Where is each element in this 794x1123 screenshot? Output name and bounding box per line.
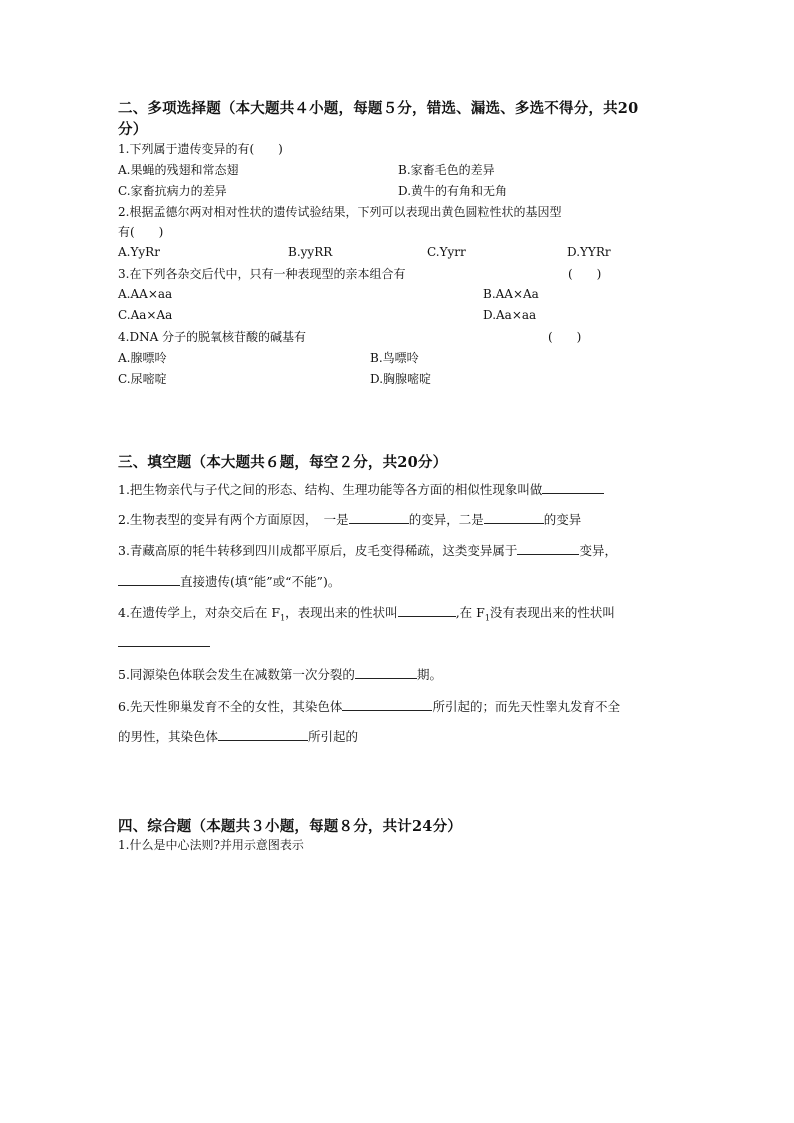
s3-q3-line1 xyxy=(118,541,617,559)
s2-q2-stem-line2: 有( ) xyxy=(118,225,164,239)
s3-q4-sub-1: 1 xyxy=(280,613,286,623)
s3-q6-text-4: 所引起的 xyxy=(308,729,359,744)
s3-q2-text-2: 的变异，二是 xyxy=(408,512,484,527)
answer-blank[interactable] xyxy=(355,666,417,679)
s2-q2-option-a: A.YyRr xyxy=(118,245,160,259)
s2-q3-option-b: B.AA×Aa xyxy=(483,287,539,301)
s2-q4-option-b: B.鸟嘌呤 xyxy=(370,351,419,365)
s2-q4-option-c: C.尿嘧啶 xyxy=(118,372,167,386)
s2-q2-stem-line1: 2.根据孟德尔两对相对性状的遗传试验结果，下列可以表现出黄色圆粒性状的基因型 xyxy=(118,205,562,219)
s4-q1: 1.什么是中心法则?并用示意图表示 xyxy=(118,838,304,852)
s2-q1-option-c: C.家畜抗病力的差异 xyxy=(118,184,227,198)
answer-blank[interactable] xyxy=(398,604,456,617)
s3-q1 xyxy=(118,480,604,498)
section2-title-line1: 二、多项选择题（本大题共４小题，每题５分，错选、漏选、多选不得分，共20 xyxy=(118,100,639,117)
s2-q4-option-d: D.胸腺嘧啶 xyxy=(370,372,432,386)
s2-q2-option-d: D.YYRr xyxy=(567,245,611,259)
s2-q4-paren: ( ) xyxy=(548,330,582,344)
s3-q6-text-2: 所引起的；而先天性睾丸发育不全 xyxy=(432,699,620,714)
s2-q3-stem: 3.在下列各杂交后代中，只有一种表现型的亲本组合有 xyxy=(118,267,406,281)
s3-q3-text-2: 变异， xyxy=(579,543,617,558)
s3-q4-line1 xyxy=(118,603,615,623)
s3-q6-line1 xyxy=(118,697,620,715)
answer-blank[interactable] xyxy=(517,542,579,555)
s3-q3-line2 xyxy=(118,572,340,590)
s3-q4-sub-2: 1 xyxy=(484,613,490,623)
answer-blank[interactable] xyxy=(542,481,604,494)
s3-q1-text: 1.把生物亲代与子代之间的形态、结构、生理功能等各方面的相似性现象叫做 xyxy=(118,482,543,497)
s3-q5 xyxy=(118,665,442,683)
s2-q1-option-a: A.果蝇的残翅和常态翅 xyxy=(118,163,239,177)
answer-blank[interactable] xyxy=(218,728,308,741)
s2-q1-option-b: B.家畜毛色的差异 xyxy=(398,163,495,177)
s3-q6-text-3: 的男性，其染色体 xyxy=(118,729,219,744)
s3-q2 xyxy=(118,510,581,528)
s3-q6-line2 xyxy=(118,727,358,745)
s3-q3-text-1: 3.青藏高原的牦牛转移到四川成都平原后，皮毛变得稀疏，这类变异属于 xyxy=(118,543,518,558)
s3-q4-text-4: 没有表现出来的性状叫 xyxy=(489,605,615,620)
s3-q4-text-1: 4.在遗传学上，对杂交后在 F xyxy=(118,605,281,620)
section3-title: 三、填空题（本大题共６题，每空２分，共20分） xyxy=(118,454,448,471)
s3-q4-line2 xyxy=(118,634,210,650)
s2-q4-option-a: A.腺嘌呤 xyxy=(118,351,167,365)
answer-blank[interactable] xyxy=(349,511,409,524)
s3-q2-text-3: 的变异 xyxy=(543,512,582,527)
s3-q5-text-1: 5.同源染色体联会发生在减数第一次分裂的 xyxy=(118,667,355,682)
s3-q4-text-3: ,在 F xyxy=(455,605,485,620)
s3-q2-text-1: 2.生物表型的变异有两个方面原因， 一是 xyxy=(118,512,349,527)
s2-q3-option-a: A.AA×aa xyxy=(118,287,173,301)
answer-blank[interactable] xyxy=(342,698,432,711)
s2-q3-option-c: C.Aa×Aa xyxy=(118,308,173,322)
s3-q3-text-3: 直接遗传(填“能”或“不能”)。 xyxy=(180,574,341,589)
section4-title: 四、综合题（本题共３小题，每题８分，共计24分） xyxy=(118,818,462,835)
answer-blank[interactable] xyxy=(118,634,210,647)
s3-q4-text-2: ，表现出来的性状叫 xyxy=(285,605,398,620)
s2-q2-option-c: C.Yyrr xyxy=(427,245,466,259)
s2-q3-paren: ( ) xyxy=(568,267,602,281)
s3-q5-text-2: 期。 xyxy=(416,667,442,682)
answer-blank[interactable] xyxy=(484,511,544,524)
s2-q4-stem: 4.DNA 分子的脱氧核苷酸的碱基有 xyxy=(118,330,307,344)
s2-q2-option-b: B.yyRR xyxy=(288,245,333,259)
section2-title-line2: 分） xyxy=(118,121,148,138)
answer-blank[interactable] xyxy=(118,573,180,586)
s2-q1-stem: 1.下列属于遗传变异的有( ) xyxy=(118,142,283,156)
s2-q3-option-d: D.Aa×aa xyxy=(483,308,537,322)
s2-q1-option-d: D.黄牛的有角和无角 xyxy=(398,184,508,198)
s3-q6-text-1: 6.先天性卵巢发育不全的女性，其染色体 xyxy=(118,699,343,714)
